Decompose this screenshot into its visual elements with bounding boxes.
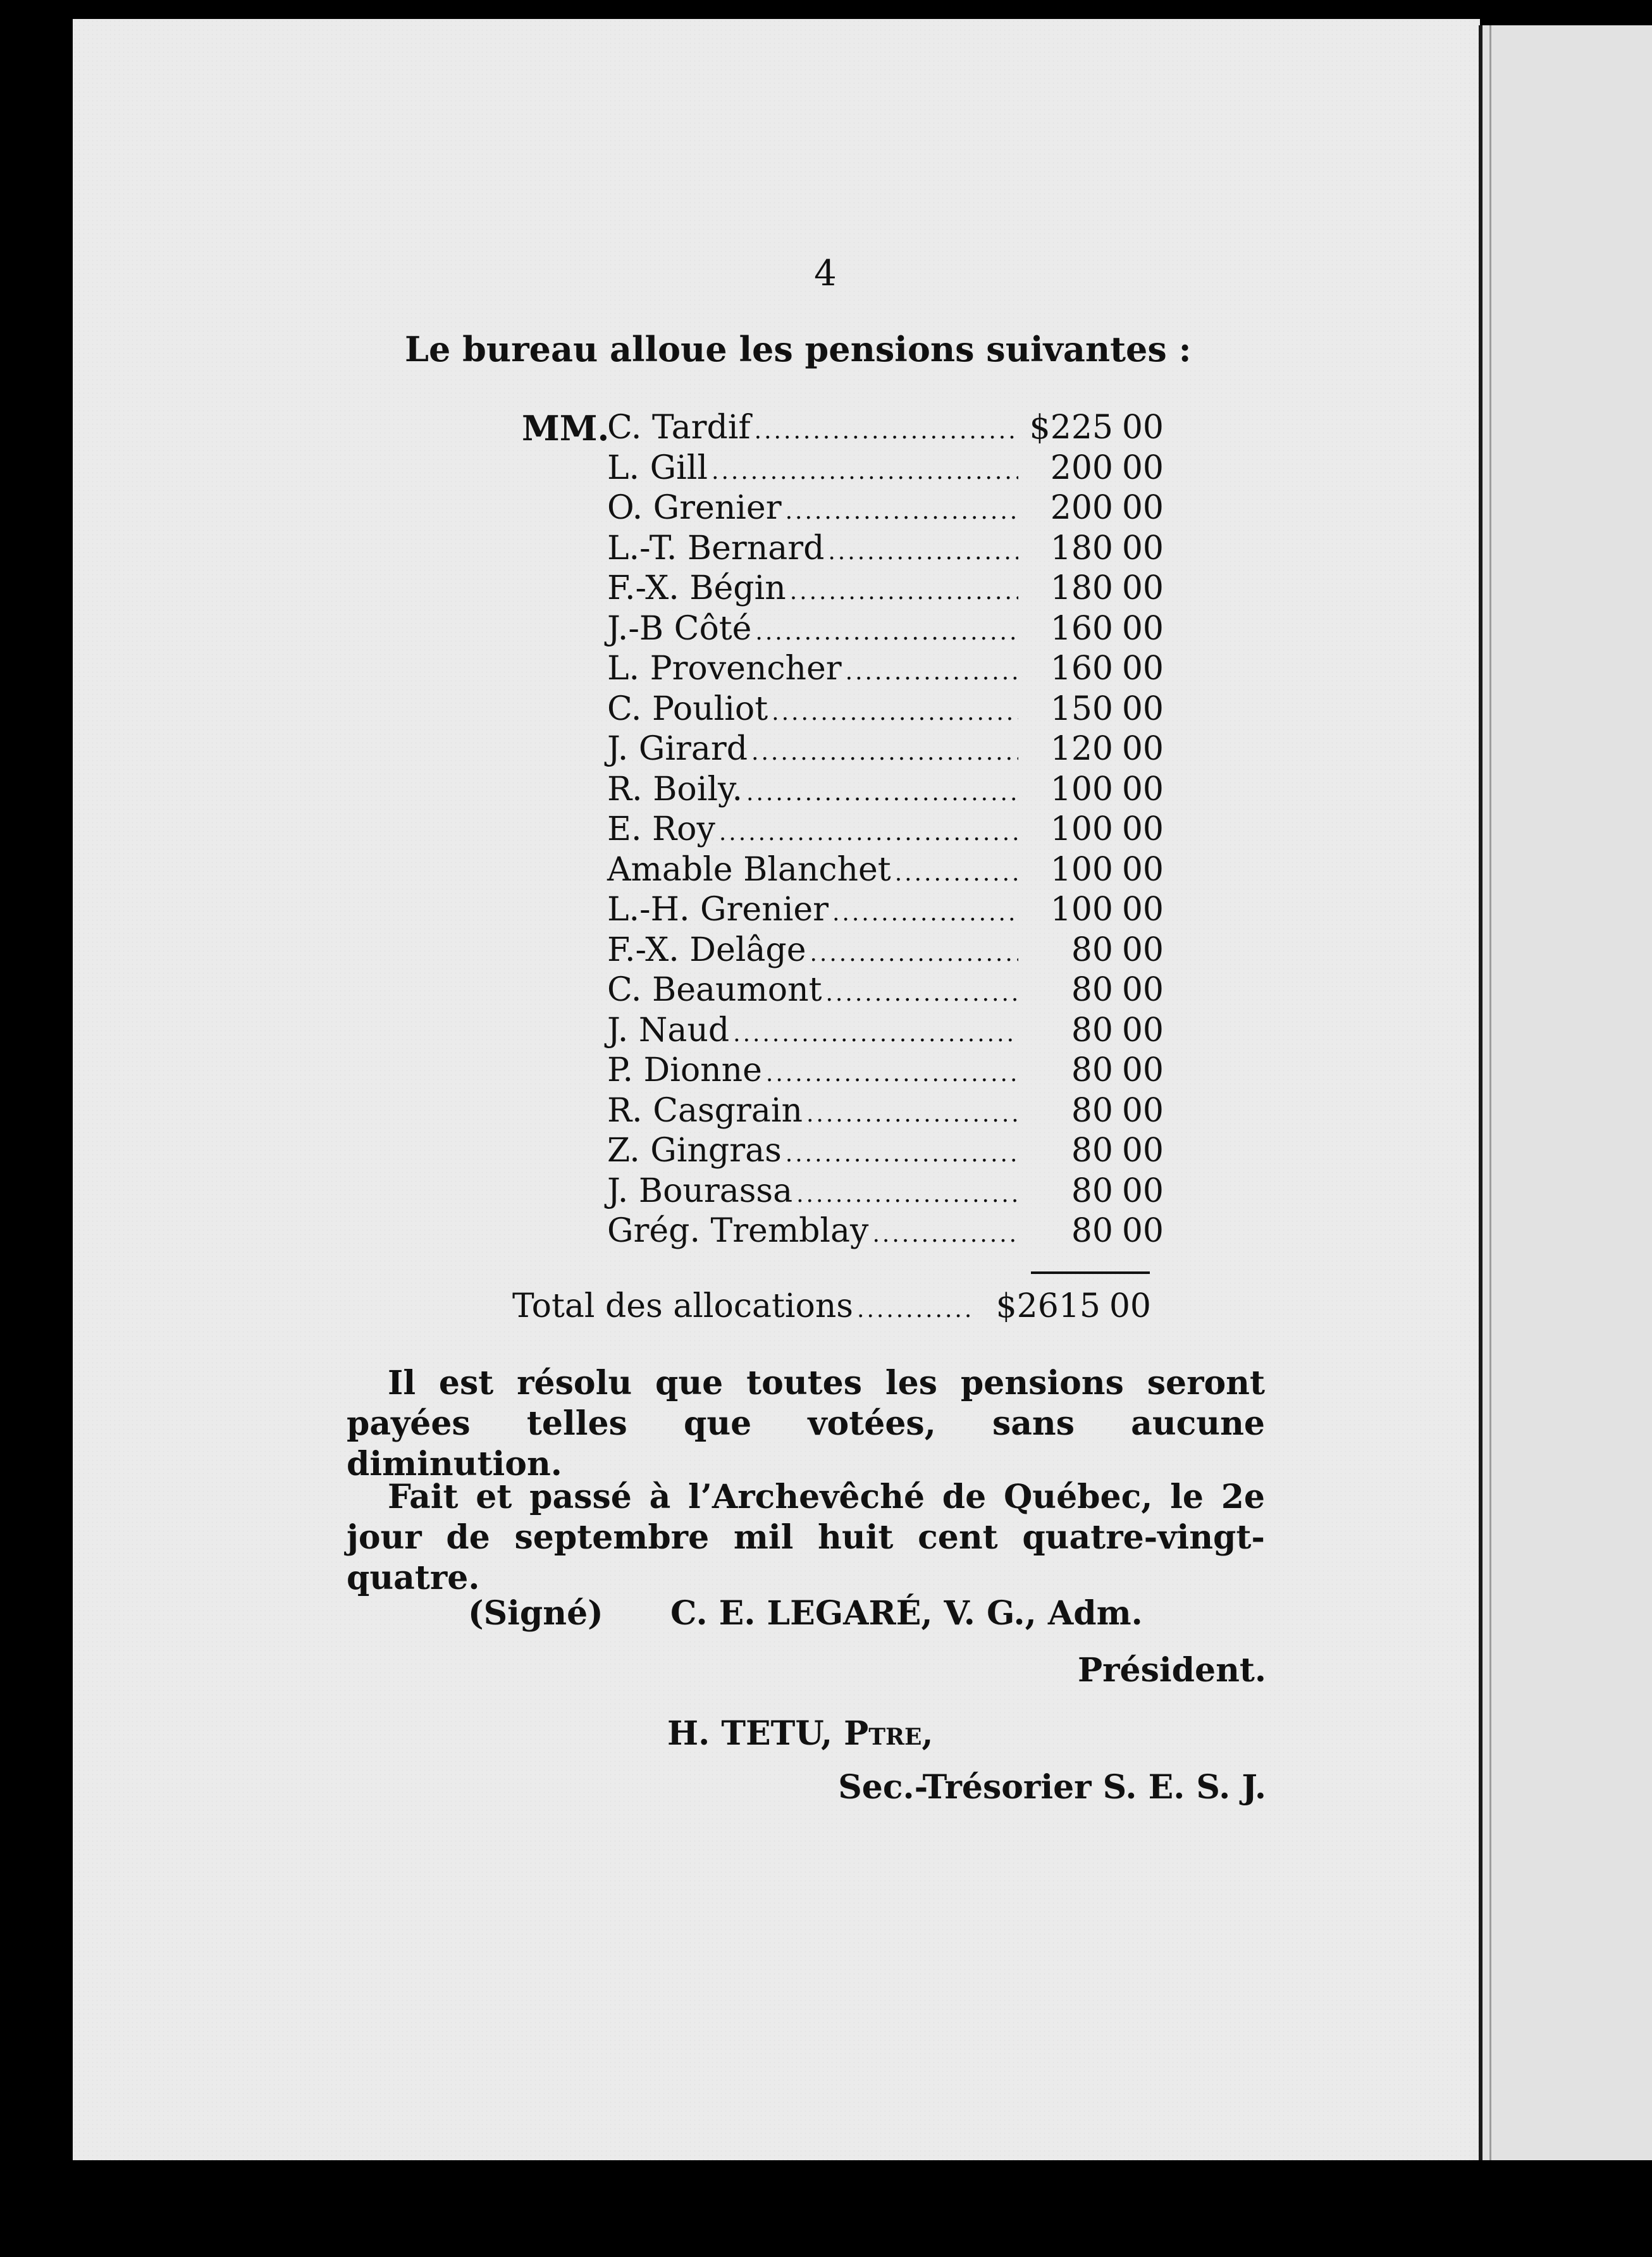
leader-dots [895,853,1018,894]
pension-cents: 00 [1121,891,1164,929]
pension-row [607,850,1164,891]
pension-cents: 00 [1121,1051,1164,1089]
pension-amount: 100 [1050,770,1113,808]
pension-cents: 00 [1121,810,1164,848]
signatory-name: C. E. LEGARÉ, V. G., Adm. [670,1594,1143,1633]
pension-row [607,1091,1164,1132]
total-amount: $2615 [996,1287,1100,1325]
pensioner-name: R. Casgrain [607,1091,803,1130]
leader-dots [712,452,1018,492]
pension-row [607,890,1164,931]
pension-amount: 180 [1050,529,1113,567]
intro-line: Le bureau alloue les pensions suivantes : [405,329,1192,369]
leader-dots [719,813,1018,853]
pension-row [607,609,1164,650]
pension-row [607,1211,1164,1252]
pension-cents: 00 [1121,689,1164,728]
pension-amount: 180 [1050,569,1113,607]
pension-list [607,408,1164,1252]
leader-dots [766,1054,1018,1094]
date-paragraph: Fait et passé à l’Archevêché de Québec, le 2e jour de septembre mil huit cent quatre-vingt-quatre. [347,1478,1265,1597]
leader-dots [796,1175,1018,1215]
total-row [512,1287,1151,1325]
secretary-name: H. TETU, [667,1714,833,1753]
pensioner-name: C. Beaumont [607,971,822,1009]
pension-amount: 80 [1071,1051,1113,1089]
leader-dots [832,893,1018,934]
pension-row [607,689,1164,730]
pension-amount: 80 [1071,1212,1113,1250]
pension-cents: 00 [1121,489,1164,527]
pensioner-name: L.-T. Bernard [607,529,825,567]
pension-amount: 200 [1050,448,1113,487]
pension-row [607,569,1164,609]
pension-cents: 00 [1121,609,1164,648]
pension-cents: 00 [1121,1132,1164,1170]
pensioner-name: J. Bourassa [607,1172,793,1210]
leader-dots [806,1094,1018,1135]
pension-cents: 00 [1121,529,1164,567]
pension-row [607,1172,1164,1212]
pension-row [607,1131,1164,1172]
leader-dots [746,773,1018,813]
pension-cents: 00 [1121,650,1164,688]
leader-dots [872,1215,1018,1255]
pensioner-name: Amable Blanchet [607,850,891,889]
pension-amount: 150 [1050,689,1113,728]
pensioner-name: P. Dionne [607,1051,762,1089]
page-fold [1489,25,1491,2160]
pensioner-name: E. Roy [607,810,715,848]
pensioner-name: F.-X. Bégin [607,569,786,607]
leader-dots [786,492,1018,532]
pensioner-name: Grég. Tremblay [607,1212,869,1250]
pension-row [607,1011,1164,1051]
pensioner-name: R. Boily. [607,770,743,808]
pension-cents: 00 [1121,850,1164,889]
pension-cents: 00 [1121,971,1164,1009]
pension-amount: 80 [1071,1172,1113,1210]
pensioner-name: L.-H. Grenier [607,891,829,929]
leader-dots [733,1014,1018,1054]
pension-amount: 200 [1050,489,1113,527]
pension-cents: 00 [1121,448,1164,487]
pension-amount: $225 [1029,409,1113,447]
leader-dots [786,1134,1018,1175]
pensioner-name: J.-B Côté [607,609,752,648]
pension-amount: 100 [1050,891,1113,929]
pension-row [607,408,1164,448]
pensioner-name: O. Grenier [607,489,782,527]
pension-cents: 00 [1121,931,1164,969]
signatory-title: Président. [1078,1651,1266,1690]
leader-dots [790,572,1018,612]
pensioner-name: C. Pouliot [607,689,768,728]
pensioner-name: J. Girard [607,730,748,768]
secretary-title: Sec.-Trésorier S. E. S. J. [838,1768,1266,1807]
pension-amount: 120 [1050,730,1113,768]
total-rule [1031,1271,1150,1274]
pension-row [607,931,1164,971]
pension-row [607,649,1164,689]
pension-cents: 00 [1121,1212,1164,1250]
pension-row [607,488,1164,529]
total-label: Total des allocations [512,1287,853,1325]
pension-amount: 160 [1050,650,1113,688]
leader-dots [751,733,1018,773]
pension-cents: 00 [1121,770,1164,808]
pension-amount: 160 [1050,609,1113,648]
pensioner-name: L. Provencher [607,650,842,688]
leader-dots [810,934,1018,974]
pensioner-name: Z. Gingras [607,1132,782,1170]
pensioner-name: F.-X. Delâge [607,931,806,969]
adjacent-page-edge [1479,25,1652,2160]
pension-cents: 00 [1121,1011,1164,1049]
pension-row [607,529,1164,569]
pension-cents: 00 [1121,1091,1164,1130]
pension-amount: 80 [1071,1091,1113,1130]
pension-row [607,448,1164,489]
leader-dots [825,974,1018,1014]
pension-row [607,770,1164,810]
pension-cents: 00 [1121,409,1164,447]
resolution-paragraph: Il est résolu que toutes les pensions seront payées telles que votées, sans aucune diminution. [347,1364,1265,1483]
leader-dots [772,693,1018,733]
pension-row [607,970,1164,1011]
pension-amount: 100 [1050,850,1113,889]
pension-amount: 80 [1071,1011,1113,1049]
leader-dots [755,612,1018,653]
pension-amount: 80 [1071,931,1113,969]
pension-amount: 80 [1071,971,1113,1009]
pensioner-name: L. Gill [607,448,708,487]
leader-dots [857,1297,974,1323]
pension-amount: 80 [1071,1132,1113,1170]
pensioner-name: J. Naud [607,1011,730,1049]
page-number: 4 [814,253,837,294]
secretary-suffix: Ptre, [844,1714,934,1753]
leader-dots [755,411,1018,452]
pension-row [607,810,1164,850]
leader-dots [828,532,1018,572]
total-cents: 00 [1109,1287,1151,1325]
pension-row [607,1051,1164,1091]
pension-cents: 00 [1121,1172,1164,1210]
honorific: MM. [522,408,610,448]
pension-row [607,729,1164,770]
pension-cents: 00 [1121,569,1164,607]
signed-label: (Signé) [468,1594,603,1633]
pensioner-name: C. Tardif [607,409,751,447]
pension-cents: 00 [1121,730,1164,768]
leader-dots [846,652,1018,693]
secretary-signature [667,1714,934,1753]
pension-amount: 100 [1050,810,1113,848]
